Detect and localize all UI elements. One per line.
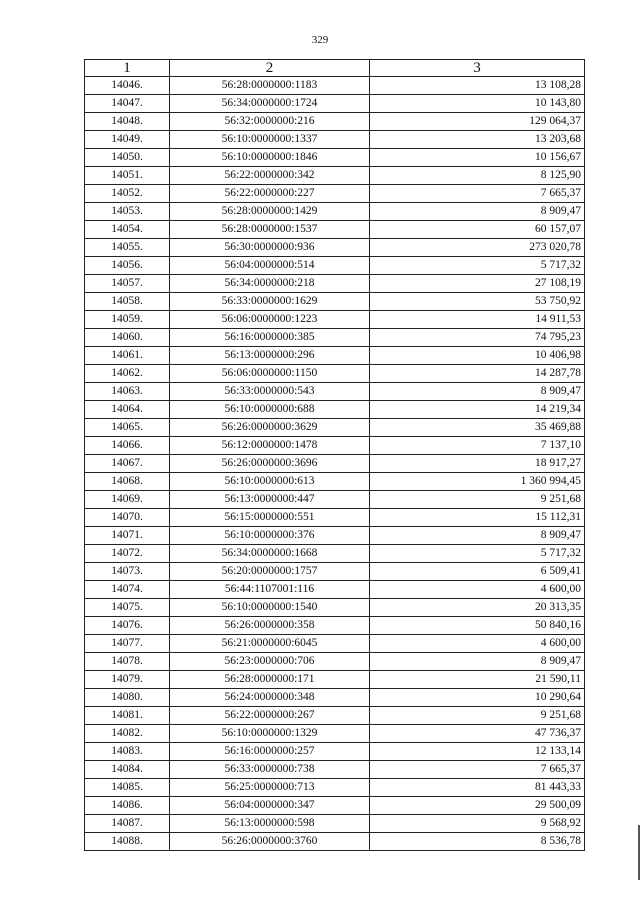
table-row bbox=[85, 581, 585, 599]
cadastral-number-cell: 56:10:0000000:1337 bbox=[170, 131, 370, 149]
row-number-cell: 14088. bbox=[85, 833, 170, 851]
table-row bbox=[85, 761, 585, 779]
table-row bbox=[85, 221, 585, 239]
row-number-cell: 14056. bbox=[85, 257, 170, 275]
amount-cell: 9 251,68 bbox=[370, 707, 585, 725]
cadastral-number-cell: 56:04:0000000:514 bbox=[170, 257, 370, 275]
row-number-cell: 14076. bbox=[85, 617, 170, 635]
table-row bbox=[85, 167, 585, 185]
cadastral-number-cell: 56:12:0000000:1478 bbox=[170, 437, 370, 455]
row-number-cell: 14068. bbox=[85, 473, 170, 491]
row-number-cell: 14057. bbox=[85, 275, 170, 293]
table-row bbox=[85, 437, 585, 455]
amount-cell: 14 911,53 bbox=[370, 311, 585, 329]
amount-cell: 18 917,27 bbox=[370, 455, 585, 473]
amount-cell: 273 020,78 bbox=[370, 239, 585, 257]
cadastral-number-cell: 56:26:0000000:3696 bbox=[170, 455, 370, 473]
row-number-cell: 14087. bbox=[85, 815, 170, 833]
row-number-cell: 14055. bbox=[85, 239, 170, 257]
row-number-cell: 14065. bbox=[85, 419, 170, 437]
amount-cell: 13 108,28 bbox=[370, 77, 585, 95]
table-row bbox=[85, 293, 585, 311]
row-number-cell: 14085. bbox=[85, 779, 170, 797]
cadastral-number-cell: 56:13:0000000:296 bbox=[170, 347, 370, 365]
cadastral-number-cell: 56:20:0000000:1757 bbox=[170, 563, 370, 581]
row-number-cell: 14061. bbox=[85, 347, 170, 365]
amount-cell: 14 219,34 bbox=[370, 401, 585, 419]
cadastral-number-cell: 56:22:0000000:342 bbox=[170, 167, 370, 185]
row-number-cell: 14082. bbox=[85, 725, 170, 743]
cadastral-number-cell: 56:10:0000000:376 bbox=[170, 527, 370, 545]
table-row bbox=[85, 239, 585, 257]
amount-cell: 47 736,37 bbox=[370, 725, 585, 743]
row-number-cell: 14080. bbox=[85, 689, 170, 707]
row-number-cell: 14069. bbox=[85, 491, 170, 509]
amount-cell: 8 909,47 bbox=[370, 527, 585, 545]
cadastral-number-cell: 56:28:0000000:1537 bbox=[170, 221, 370, 239]
table-row bbox=[85, 635, 585, 653]
row-number-cell: 14058. bbox=[85, 293, 170, 311]
table-row bbox=[85, 113, 585, 131]
row-number-cell: 14049. bbox=[85, 131, 170, 149]
cadastral-number-cell: 56:34:0000000:218 bbox=[170, 275, 370, 293]
table-row bbox=[85, 149, 585, 167]
cadastral-number-cell: 56:33:0000000:1629 bbox=[170, 293, 370, 311]
table-row bbox=[85, 617, 585, 635]
table-row bbox=[85, 347, 585, 365]
table-row bbox=[85, 743, 585, 761]
row-number-cell: 14083. bbox=[85, 743, 170, 761]
amount-cell: 8 909,47 bbox=[370, 383, 585, 401]
cadastral-number-cell: 56:34:0000000:1724 bbox=[170, 95, 370, 113]
amount-cell: 10 143,80 bbox=[370, 95, 585, 113]
table-row bbox=[85, 509, 585, 527]
amount-cell: 53 750,92 bbox=[370, 293, 585, 311]
column-header-3: 3 bbox=[370, 60, 585, 77]
cadastral-number-cell: 56:22:0000000:227 bbox=[170, 185, 370, 203]
table-row bbox=[85, 527, 585, 545]
cadastral-number-cell: 56:28:0000000:171 bbox=[170, 671, 370, 689]
amount-cell: 8 125,90 bbox=[370, 167, 585, 185]
amount-cell: 8 909,47 bbox=[370, 653, 585, 671]
table-row bbox=[85, 311, 585, 329]
amount-cell: 14 287,78 bbox=[370, 365, 585, 383]
row-number-cell: 14067. bbox=[85, 455, 170, 473]
amount-cell: 50 840,16 bbox=[370, 617, 585, 635]
cadastral-number-cell: 56:26:0000000:3760 bbox=[170, 833, 370, 851]
table-row bbox=[85, 707, 585, 725]
amount-cell: 4 600,00 bbox=[370, 581, 585, 599]
table-row bbox=[85, 95, 585, 113]
cadastral-number-cell: 56:10:0000000:1329 bbox=[170, 725, 370, 743]
table-row bbox=[85, 203, 585, 221]
cadastral-number-cell: 56:28:0000000:1183 bbox=[170, 77, 370, 95]
row-number-cell: 14059. bbox=[85, 311, 170, 329]
row-number-cell: 14062. bbox=[85, 365, 170, 383]
amount-cell: 6 509,41 bbox=[370, 563, 585, 581]
table-row bbox=[85, 383, 585, 401]
table-row bbox=[85, 833, 585, 851]
amount-cell: 8 536,78 bbox=[370, 833, 585, 851]
cadastral-number-cell: 56:15:0000000:551 bbox=[170, 509, 370, 527]
cadastral-number-cell: 56:28:0000000:1429 bbox=[170, 203, 370, 221]
table-row bbox=[85, 365, 585, 383]
amount-cell: 20 313,35 bbox=[370, 599, 585, 617]
amount-cell: 7 137,10 bbox=[370, 437, 585, 455]
cadastral-number-cell: 56:24:0000000:348 bbox=[170, 689, 370, 707]
amount-cell: 1 360 994,45 bbox=[370, 473, 585, 491]
amount-cell: 7 665,37 bbox=[370, 761, 585, 779]
amount-cell: 15 112,31 bbox=[370, 509, 585, 527]
table-row bbox=[85, 815, 585, 833]
cadastral-number-cell: 56:33:0000000:738 bbox=[170, 761, 370, 779]
table-row bbox=[85, 419, 585, 437]
row-number-cell: 14077. bbox=[85, 635, 170, 653]
row-number-cell: 14073. bbox=[85, 563, 170, 581]
header-row bbox=[85, 60, 585, 77]
cadastral-number-cell: 56:30:0000000:936 bbox=[170, 239, 370, 257]
cadastral-number-cell: 56:10:0000000:613 bbox=[170, 473, 370, 491]
cadastral-number-cell: 56:26:0000000:358 bbox=[170, 617, 370, 635]
cadastral-number-cell: 56:44:1107001:116 bbox=[170, 581, 370, 599]
cadastral-number-cell: 56:22:0000000:267 bbox=[170, 707, 370, 725]
row-number-cell: 14070. bbox=[85, 509, 170, 527]
column-header-1: 1 bbox=[85, 60, 170, 77]
row-number-cell: 14050. bbox=[85, 149, 170, 167]
amount-cell: 5 717,32 bbox=[370, 257, 585, 275]
table-row bbox=[85, 473, 585, 491]
cadastral-number-cell: 56:06:0000000:1223 bbox=[170, 311, 370, 329]
row-number-cell: 14052. bbox=[85, 185, 170, 203]
table-row bbox=[85, 401, 585, 419]
table-row bbox=[85, 545, 585, 563]
cadastral-number-cell: 56:04:0000000:347 bbox=[170, 797, 370, 815]
amount-cell: 7 665,37 bbox=[370, 185, 585, 203]
cadastral-number-cell: 56:26:0000000:3629 bbox=[170, 419, 370, 437]
column-header-2: 2 bbox=[170, 60, 370, 77]
row-number-cell: 14079. bbox=[85, 671, 170, 689]
cadastral-number-cell: 56:23:0000000:706 bbox=[170, 653, 370, 671]
amount-cell: 13 203,68 bbox=[370, 131, 585, 149]
cadastral-number-cell: 56:34:0000000:1668 bbox=[170, 545, 370, 563]
amount-cell: 10 156,67 bbox=[370, 149, 585, 167]
row-number-cell: 14081. bbox=[85, 707, 170, 725]
row-number-cell: 14071. bbox=[85, 527, 170, 545]
table-row bbox=[85, 77, 585, 95]
row-number-cell: 14074. bbox=[85, 581, 170, 599]
row-number-cell: 14084. bbox=[85, 761, 170, 779]
amount-cell: 60 157,07 bbox=[370, 221, 585, 239]
table-row bbox=[85, 455, 585, 473]
row-number-cell: 14047. bbox=[85, 95, 170, 113]
data-table bbox=[84, 59, 585, 851]
cadastral-number-cell: 56:13:0000000:447 bbox=[170, 491, 370, 509]
amount-cell: 9 251,68 bbox=[370, 491, 585, 509]
table-row bbox=[85, 257, 585, 275]
amount-cell: 8 909,47 bbox=[370, 203, 585, 221]
page-number: 329 bbox=[311, 34, 329, 46]
table-row bbox=[85, 185, 585, 203]
row-number-cell: 14048. bbox=[85, 113, 170, 131]
table-row bbox=[85, 671, 585, 689]
amount-cell: 9 568,92 bbox=[370, 815, 585, 833]
amount-cell: 12 133,14 bbox=[370, 743, 585, 761]
table-row bbox=[85, 563, 585, 581]
row-number-cell: 14066. bbox=[85, 437, 170, 455]
row-number-cell: 14046. bbox=[85, 77, 170, 95]
cadastral-number-cell: 56:13:0000000:598 bbox=[170, 815, 370, 833]
table-row bbox=[85, 329, 585, 347]
table-row bbox=[85, 797, 585, 815]
cadastral-number-cell: 56:21:0000000:6045 bbox=[170, 635, 370, 653]
table-row bbox=[85, 725, 585, 743]
row-number-cell: 14078. bbox=[85, 653, 170, 671]
row-number-cell: 14054. bbox=[85, 221, 170, 239]
amount-cell: 4 600,00 bbox=[370, 635, 585, 653]
row-number-cell: 14086. bbox=[85, 797, 170, 815]
row-number-cell: 14051. bbox=[85, 167, 170, 185]
amount-cell: 81 443,33 bbox=[370, 779, 585, 797]
amount-cell: 129 064,37 bbox=[370, 113, 585, 131]
cadastral-number-cell: 56:16:0000000:257 bbox=[170, 743, 370, 761]
cadastral-number-cell: 56:10:0000000:688 bbox=[170, 401, 370, 419]
amount-cell: 74 795,23 bbox=[370, 329, 585, 347]
table-row bbox=[85, 491, 585, 509]
table-row bbox=[85, 689, 585, 707]
cadastral-number-cell: 56:06:0000000:1150 bbox=[170, 365, 370, 383]
cadastral-number-cell: 56:10:0000000:1540 bbox=[170, 599, 370, 617]
table-row bbox=[85, 779, 585, 797]
row-number-cell: 14072. bbox=[85, 545, 170, 563]
table-row bbox=[85, 653, 585, 671]
table-row bbox=[85, 599, 585, 617]
amount-cell: 10 290,64 bbox=[370, 689, 585, 707]
table-row bbox=[85, 275, 585, 293]
row-number-cell: 14053. bbox=[85, 203, 170, 221]
row-number-cell: 14075. bbox=[85, 599, 170, 617]
table-row bbox=[85, 131, 585, 149]
cadastral-number-cell: 56:33:0000000:543 bbox=[170, 383, 370, 401]
amount-cell: 27 108,19 bbox=[370, 275, 585, 293]
amount-cell: 29 500,09 bbox=[370, 797, 585, 815]
amount-cell: 35 469,88 bbox=[370, 419, 585, 437]
amount-cell: 10 406,98 bbox=[370, 347, 585, 365]
cadastral-number-cell: 56:10:0000000:1846 bbox=[170, 149, 370, 167]
row-number-cell: 14060. bbox=[85, 329, 170, 347]
row-number-cell: 14063. bbox=[85, 383, 170, 401]
cadastral-number-cell: 56:25:0000000:713 bbox=[170, 779, 370, 797]
amount-cell: 21 590,11 bbox=[370, 671, 585, 689]
cadastral-number-cell: 56:16:0000000:385 bbox=[170, 329, 370, 347]
amount-cell: 5 717,32 bbox=[370, 545, 585, 563]
row-number-cell: 14064. bbox=[85, 401, 170, 419]
cadastral-number-cell: 56:32:0000000:216 bbox=[170, 113, 370, 131]
